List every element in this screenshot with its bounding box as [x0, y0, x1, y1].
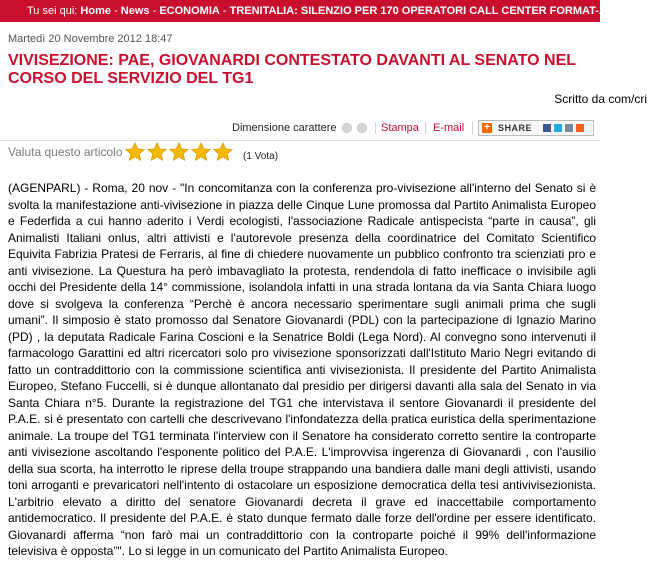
- toolbar-divider-line: [0, 140, 600, 141]
- article-toolbar: [226, 118, 596, 138]
- article-author: Scritto da com/cri: [554, 92, 647, 106]
- breadcrumb-separator: -: [152, 5, 157, 17]
- twitter-icon: [554, 124, 562, 132]
- toolbar-divider: [375, 122, 376, 134]
- breadcrumb-home-link[interactable]: Home: [80, 5, 111, 17]
- breadcrumb-current: TRENITALIA: SILENZIO PER 170 OPERATORI CALL CENTER FORMAT-ALMAVIVA: [229, 5, 655, 17]
- email-link[interactable]: E-mail: [433, 122, 465, 134]
- more-share-icon: [576, 124, 584, 132]
- print-link[interactable]: Stampa: [381, 122, 419, 134]
- star-icon[interactable]: [124, 141, 146, 163]
- breadcrumb-news-link[interactable]: News: [120, 5, 150, 17]
- rating-votes: (1 Vota): [243, 151, 279, 162]
- breadcrumb: [0, 0, 655, 22]
- article-body: (AGENPARL) - Roma, 20 nov - "In concomitanza con la conferenza pro-vivisezione all'interno del Senato si è svolta la manifestazione anti-vivisezione in piazza delle Cinque Lune promossa dal Partito Animalista Europeo e Federfida a cui hanno aderito i Verdi ecologisti, l'associazione Radicale antispecista “parte in causa”, gli Animalisti Italiani onlus, altri attivisti e l'autorevole presenza della coordinatrice del Comitato Scientifico Equivita Fabrizia Pratesi de Ferraris, al fine di chiedere nuovamente un pubblico confronto tra scienziati pro e anti vivisezione. La Questura ha però imbavagliato la protesta, rendendola di fatto inefficace o invisibile agli occhi del Presidente della 14° commissione, isolandola infatti in una strada lontana da via Santa Chiara luogo dove si svolgeva la conferenza “Perchè è ancora necessario sperimentare sugli animali prima che sugli umani”. Il simposio è stato promosso dal Senatore Giovanardi (PDL) con la partecipazione di Ignazio Marino (PD) , la deputata Radicale Farina Coscioni e la Senatrice Boldi (Lega Nord). Al convegno sono intervenuti il farmacologo Garattini ed altri ricercatori solo pro vivisezione sponsorizzati dall'Istituto Mario Negri evitando di fatto un contraddittorio con la commissione scientifica anti vivisezionista. Il presidente del Partito Animalista Europeo, Stefano Fuccelli, si è dunque allontanato dal presidio per dirigersi davanti alla sala del Senato in via Santa Chiara n°5. Durante la registrazione del TG1 che intervistava il sentore Giovanardi il presidente del P.A.E. si è presentato con cartelli che descrivevano l'infondatezza della pratica euristica della sperimentazione animale. La troupe del TG1 terminata l'interview con il Senatore ha considerato corretto sentire la controparte anti vivisezione ascoltando l'esponente politico del P.A.E. L'improvvisa ingerenza di Giovanardi , con l'ausilio della sua scorta, ha interrotto le riprese della troupe strappando una bandiera dalle mani degli attivisti, usando toni arroganti e prevaricatori nell'intento di ostacolare un esposizione democratica della tesi antivivisezionista. L'arbitrio elevato a diritto del senatore Giovanardi decreta il grave ed inaccettabile comportamento antidemocratico. Il presidente del P.A.E. è stato dunque fermato dalle forze dell'ordine per essere identificato. Giovanardi afferma “non farò mai un contraddittorio con la controparte poiché il 99% dell'informazione televisiva è opposta”". Lo si legge in un comunicato del Partito Animalista Europeo.: [8, 181, 596, 558]
- article-date: Martedì 20 Novembre 2012 18:47: [8, 33, 173, 45]
- share-plus-icon: +: [482, 123, 492, 133]
- breadcrumb-separator: -: [222, 5, 227, 17]
- star-icon[interactable]: [212, 141, 234, 163]
- breadcrumb-economia-link[interactable]: ECONOMIA: [159, 5, 220, 17]
- rating-label: Valuta questo articolo: [8, 145, 123, 159]
- email-share-icon: [565, 124, 573, 132]
- share-label: SHARE: [498, 123, 533, 133]
- font-decrease-icon[interactable]: [342, 123, 352, 133]
- facebook-icon: [543, 124, 551, 132]
- breadcrumb-prefix: Tu sei qui:: [27, 5, 78, 17]
- breadcrumb-separator: -: [114, 5, 118, 17]
- toolbar-divider: [472, 122, 473, 134]
- toolbar-divider: [425, 122, 426, 134]
- share-button[interactable]: [478, 120, 594, 136]
- star-icon[interactable]: [146, 141, 168, 163]
- font-increase-icon[interactable]: [357, 123, 367, 133]
- star-icon[interactable]: [168, 141, 190, 163]
- font-size-label: Dimensione carattere: [232, 122, 337, 134]
- article-title: VIVISEZIONE: PAE, GIOVANARDI CONTESTATO DAVANTI AL SENATO NEL CORSO DEL SERVIZIO DEL TG1: [8, 52, 576, 87]
- star-icon[interactable]: [190, 141, 212, 163]
